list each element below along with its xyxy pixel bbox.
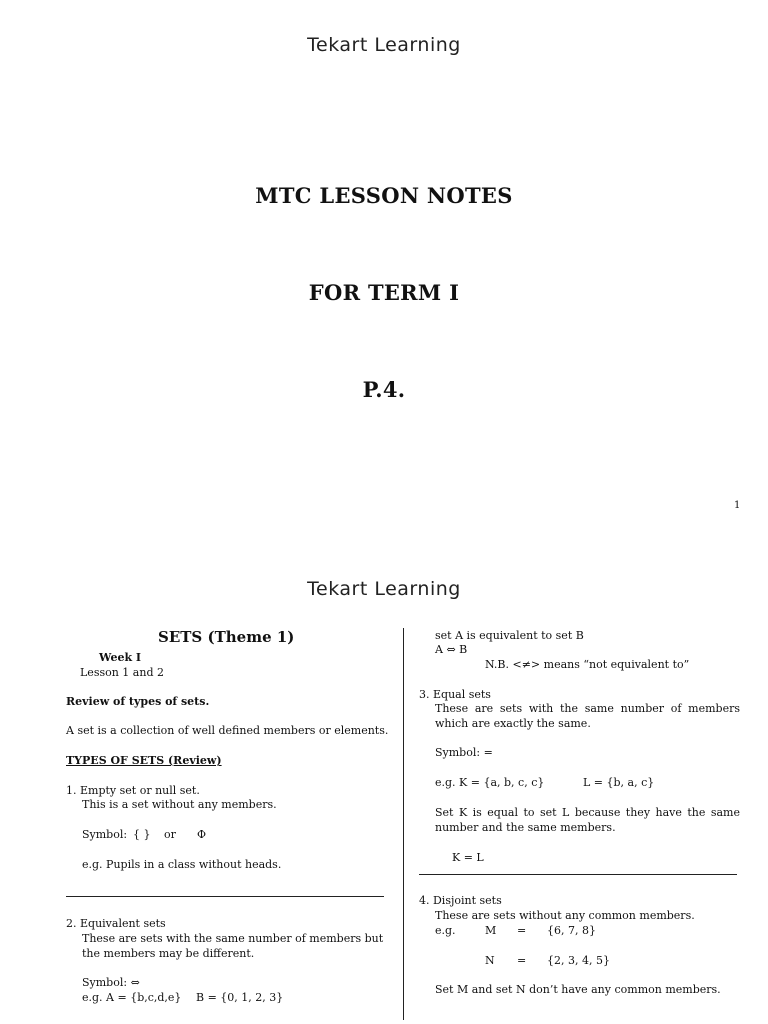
week-label: Week I [99,651,142,664]
item4-n-val: {2, 3, 4, 5} [547,954,610,967]
item2-example-b: B = {0, 1, 2, 3} [196,991,284,1004]
page1-brand: Tekart Learning [307,34,461,56]
item2-title: 2. Equivalent sets [66,917,166,930]
item1-symbol-braces: { } [133,828,151,841]
lesson-label: Lesson 1 and 2 [80,666,164,679]
item2-symbol: Symbol: ⇔ [82,976,140,989]
page-number: 1 [734,500,741,511]
item1-example: e.g. Pupils in a class without heads. [82,858,282,871]
item4-explain: Set M and set N don’t have any common members. [435,983,721,996]
item4-m-eq: = [517,924,527,937]
item1-desc: This is a set without any members. [82,798,277,811]
page1-title-class: P.4. [362,377,406,402]
item4-m-val: {6, 7, 8} [547,924,596,937]
types-title: TYPES OF SETS (Review) [66,754,222,767]
right-separator [419,874,737,875]
equiv-line2: A ⇔ B [435,643,468,656]
section-heading: SETS (Theme 1) [158,628,295,646]
item4-n-label: N [485,954,495,967]
item1-symbol-label: Symbol: [82,828,128,841]
item4-eg: e.g. [435,924,456,937]
item3-symbol: Symbol: = [435,746,493,759]
page2-brand: Tekart Learning [307,578,461,600]
item1-symbol-phi: Φ [197,828,207,841]
item1-symbol-or: or [164,828,176,841]
left-separator [66,896,384,897]
item2-desc-line1: These are sets with the same number of members but [82,932,384,945]
nb-note: N.B. <≠> means “not equivalent to” [485,658,690,671]
item3-result: K = L [452,851,484,864]
item3-title: 3. Equal sets [419,688,491,701]
review-title: Review of types of sets. [66,695,210,708]
item3-example-l: L = {b, a, c} [583,776,655,789]
equiv-line1: set A is equivalent to set B [435,629,584,642]
item2-example-a: e.g. A = {b,c,d,e} [82,991,182,1004]
page1-title-lesson-notes: MTC LESSON NOTES [255,183,513,208]
item2-desc-line2: the members may be different. [82,947,255,960]
item4-desc: These are sets without any common members. [435,909,695,922]
column-divider [403,628,404,1020]
item3-example-k: e.g. K = {a, b, c, c} [435,776,545,789]
item4-m-label: M [485,924,497,937]
page1-title-term: FOR TERM I [308,280,460,305]
item4-title: 4. Disjoint sets [419,894,502,907]
item1-title: 1. Empty set or null set. [66,784,200,797]
set-definition: A set is a collection of well defined members or elements. [66,724,389,737]
item4-n-eq: = [517,954,527,967]
item3-desc: These are sets with the same number of members which are exactly the same. [435,702,740,730]
item3-explain: Set K is equal to set L because they have the same number and the same members. [435,806,740,834]
